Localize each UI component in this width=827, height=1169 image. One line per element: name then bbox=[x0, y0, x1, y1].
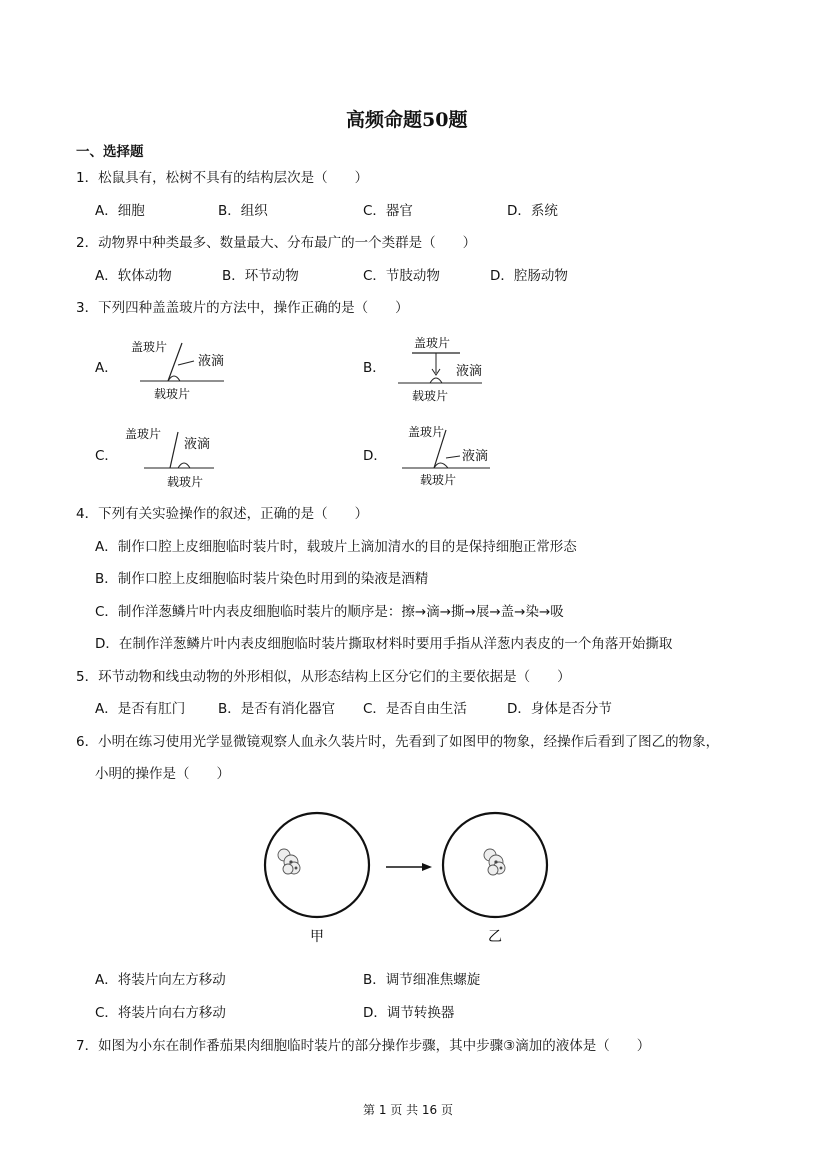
question-1-option-c: C．器官 bbox=[363, 203, 413, 219]
question-4-option-b: B．制作口腔上皮细胞临时装片染色时用到的染液是酒精 bbox=[95, 571, 429, 587]
question-6-stem-line-2: 小明的操作是（ ） bbox=[95, 766, 230, 782]
question-2-option-b: B．环节动物 bbox=[222, 268, 299, 284]
figure-coverslip-b bbox=[392, 333, 502, 405]
question-5-option-d: D．身体是否分节 bbox=[507, 701, 612, 717]
figure-b-drop-label: 液滴 bbox=[456, 364, 483, 379]
question-5-option-a: A．是否有肛门 bbox=[95, 701, 186, 717]
figure-d-cover-label: 盖玻片 bbox=[408, 425, 445, 439]
figure-label-jia: 甲 bbox=[310, 929, 324, 945]
figure-b-slide-label: 载玻片 bbox=[412, 389, 449, 403]
question-4-option-a: A．制作口腔上皮细胞临时装片时，载玻片上滴加清水的目的是保持细胞正常形态 bbox=[95, 539, 577, 555]
question-3-option-d-letter: D． bbox=[363, 448, 387, 464]
figure-microscope-views bbox=[262, 810, 558, 950]
question-6-option-c: C．将装片向右方移动 bbox=[95, 1005, 226, 1021]
figure-coverslip-c bbox=[122, 422, 232, 492]
question-2-option-c: C．节肢动物 bbox=[363, 268, 440, 284]
question-6-option-b: B．调节细准焦螺旋 bbox=[363, 972, 481, 988]
figure-d-slide-label: 载玻片 bbox=[420, 473, 457, 487]
figure-label-yi: 乙 bbox=[488, 929, 502, 945]
question-2-stem: 2．动物界中种类最多、数量最大、分布最广的一个类群是（ ） bbox=[76, 235, 477, 251]
question-5-option-c: C．是否自由生活 bbox=[363, 701, 467, 717]
figure-coverslip-d bbox=[398, 420, 508, 492]
question-1-option-d: D．系统 bbox=[507, 203, 558, 219]
figure-c-drop-label: 液滴 bbox=[184, 437, 211, 452]
question-4-option-c: C．制作洋葱鳞片叶内表皮细胞临时装片的顺序是：擦→滴→撕→展→盖→染→吸 bbox=[95, 604, 564, 620]
question-5-option-b: B．是否有消化器官 bbox=[218, 701, 336, 717]
figure-c-slide-label: 载玻片 bbox=[167, 475, 204, 489]
figure-d-drop-label: 液滴 bbox=[462, 449, 489, 464]
page-title: 高频命题50题 bbox=[346, 109, 468, 131]
question-3-option-b-letter: B． bbox=[363, 360, 386, 376]
question-3-option-a-letter: A． bbox=[95, 360, 118, 376]
question-6-stem-line-1: 6．小明在练习使用光学显微镜观察人血永久装片时，先看到了如图甲的物象，经操作后看到了图乙的物象， bbox=[76, 734, 720, 750]
section-heading: 一、选择题 bbox=[76, 144, 144, 160]
figure-c-cover-label: 盖玻片 bbox=[125, 427, 162, 441]
arrow-head-icon bbox=[422, 863, 432, 871]
figure-b-cover-label: 盖玻片 bbox=[414, 336, 451, 350]
page-footer: 第 1 页 共 16 页 bbox=[363, 1103, 453, 1117]
question-2-option-a: A．软体动物 bbox=[95, 268, 172, 284]
question-5-stem: 5．环节动物和线虫动物的外形相似，从形态结构上区分它们的主要依据是（ ） bbox=[76, 669, 571, 685]
question-1-stem: 1．松鼠具有，松树不具有的结构层次是（ ） bbox=[76, 170, 369, 186]
question-7-stem: 7．如图为小东在制作番茄果肉细胞临时装片的部分操作步骤，其中步骤③滴加的液体是（ ） bbox=[76, 1038, 651, 1054]
question-1-option-a: A．细胞 bbox=[95, 203, 145, 219]
question-3-option-c-letter: C． bbox=[95, 448, 118, 464]
question-3-stem: 3．下列四种盖盖玻片的方法中，操作正确的是（ ） bbox=[76, 300, 409, 316]
question-4-stem: 4．下列有关实验操作的叙述，正确的是（ ） bbox=[76, 506, 369, 522]
question-2-option-d: D．腔肠动物 bbox=[490, 268, 568, 284]
figure-a-slide-label: 载玻片 bbox=[154, 387, 191, 401]
figure-a-drop-label: 液滴 bbox=[198, 354, 225, 369]
question-1-option-b: B．组织 bbox=[218, 203, 268, 219]
question-4-option-d: D．在制作洋葱鳞片叶内表皮细胞临时装片撕取材料时要用手指从洋葱内表皮的一个角落开始撕取 bbox=[95, 636, 673, 652]
question-6-option-a: A．将装片向左方移动 bbox=[95, 972, 226, 988]
figure-coverslip-a bbox=[126, 335, 236, 405]
question-6-option-d: D．调节转换器 bbox=[363, 1005, 455, 1021]
figure-a-cover-label: 盖玻片 bbox=[131, 340, 168, 354]
